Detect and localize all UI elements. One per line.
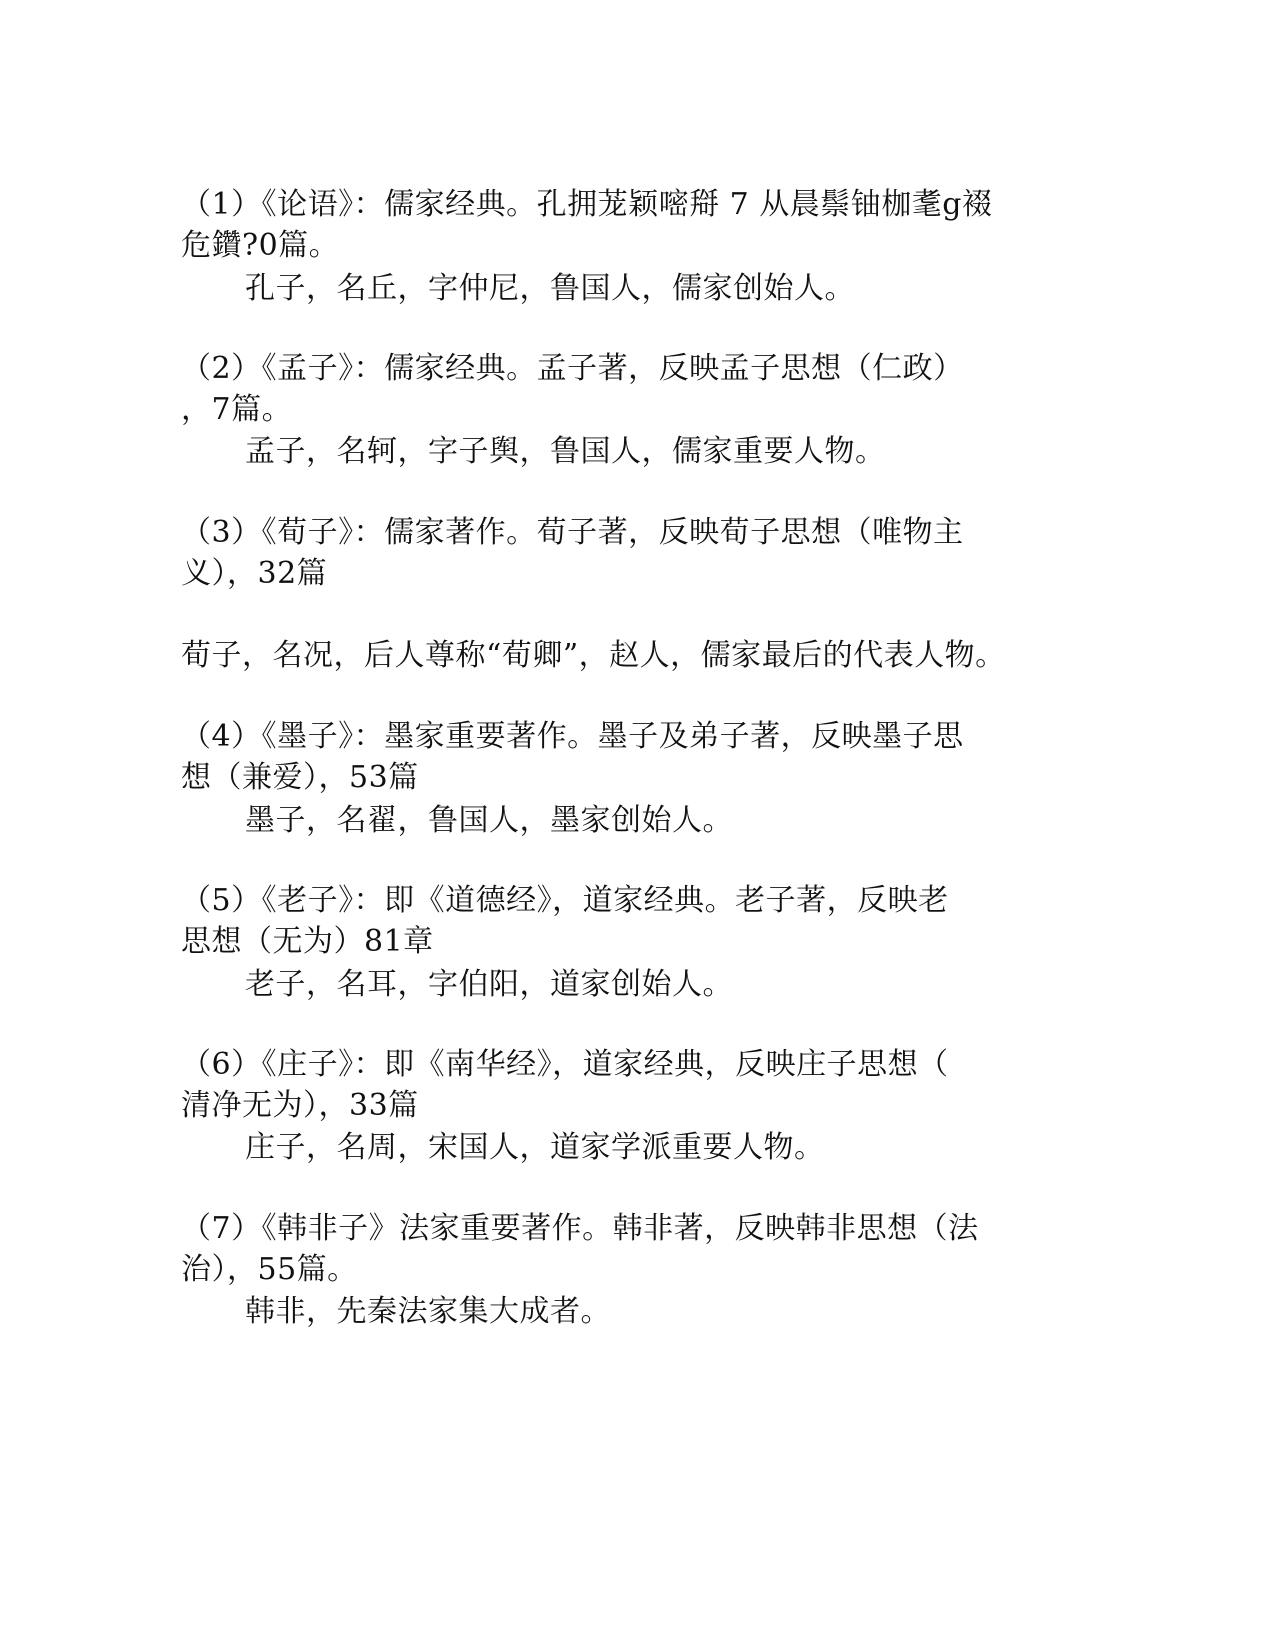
entry-1-line-1: （1）《论语》：儒家经典。孔拥茏颖嘧搿 7 从晨鬃铀枷耄g裰: [181, 187, 993, 222]
entry-6-line-2: 清净无为），33篇: [181, 1088, 419, 1123]
entry-1-line-2: 危鑽?0篇。: [181, 228, 340, 263]
entry-2-line-2: ，7篇。: [181, 392, 293, 427]
entry-5-line-2: 思想（无为）81章: [181, 924, 434, 959]
document-body: [181, 0, 1081, 1650]
entry-6-line-1: （6）《庄子》：即《南华经》，道家经典，反映庄子思想（: [181, 1047, 949, 1082]
entry-2-line-1: （2）《孟子》：儒家经典。孟子著，反映孟子思想（仁政）: [181, 351, 964, 386]
entry-4-line-1: （4）《墨子》：墨家重要著作。墨子及弟子著，反映墨子思: [181, 719, 964, 754]
entry-3-line-2: 义），32篇: [181, 556, 328, 591]
entry-4-person: 墨子，名翟，鲁国人，墨家创始人。: [245, 803, 733, 838]
entry-7-line-2: 治），55篇。: [181, 1252, 358, 1287]
entry-3-line-1: （3）《荀子》：儒家著作。荀子著，反映荀子思想（唯物主: [181, 515, 964, 550]
entry-3-person: 荀子，名况，后人尊称“荀卿”，赵人，儒家最后的代表人物。: [181, 638, 1006, 673]
entry-4-line-2: 想（兼爱），53篇: [181, 760, 419, 795]
entry-5-person: 老子，名耳，字伯阳，道家创始人。: [245, 967, 733, 1002]
entry-7-person: 韩非，先秦法家集大成者。: [245, 1294, 611, 1329]
entry-1-person: 孔子，名丘，字仲尼，鲁国人，儒家创始人。: [245, 271, 855, 306]
entry-6-person: 庄子，名周，宋国人，道家学派重要人物。: [245, 1130, 825, 1165]
entry-2-person: 孟子，名轲，字子舆，鲁国人，儒家重要人物。: [245, 434, 886, 469]
entry-7-line-1: （7）《韩非子》法家重要著作。韩非著，反映韩非思想（法: [181, 1211, 979, 1246]
entry-5-line-1: （5）《老子》：即《道德经》，道家经典。老子著，反映老: [181, 883, 949, 918]
